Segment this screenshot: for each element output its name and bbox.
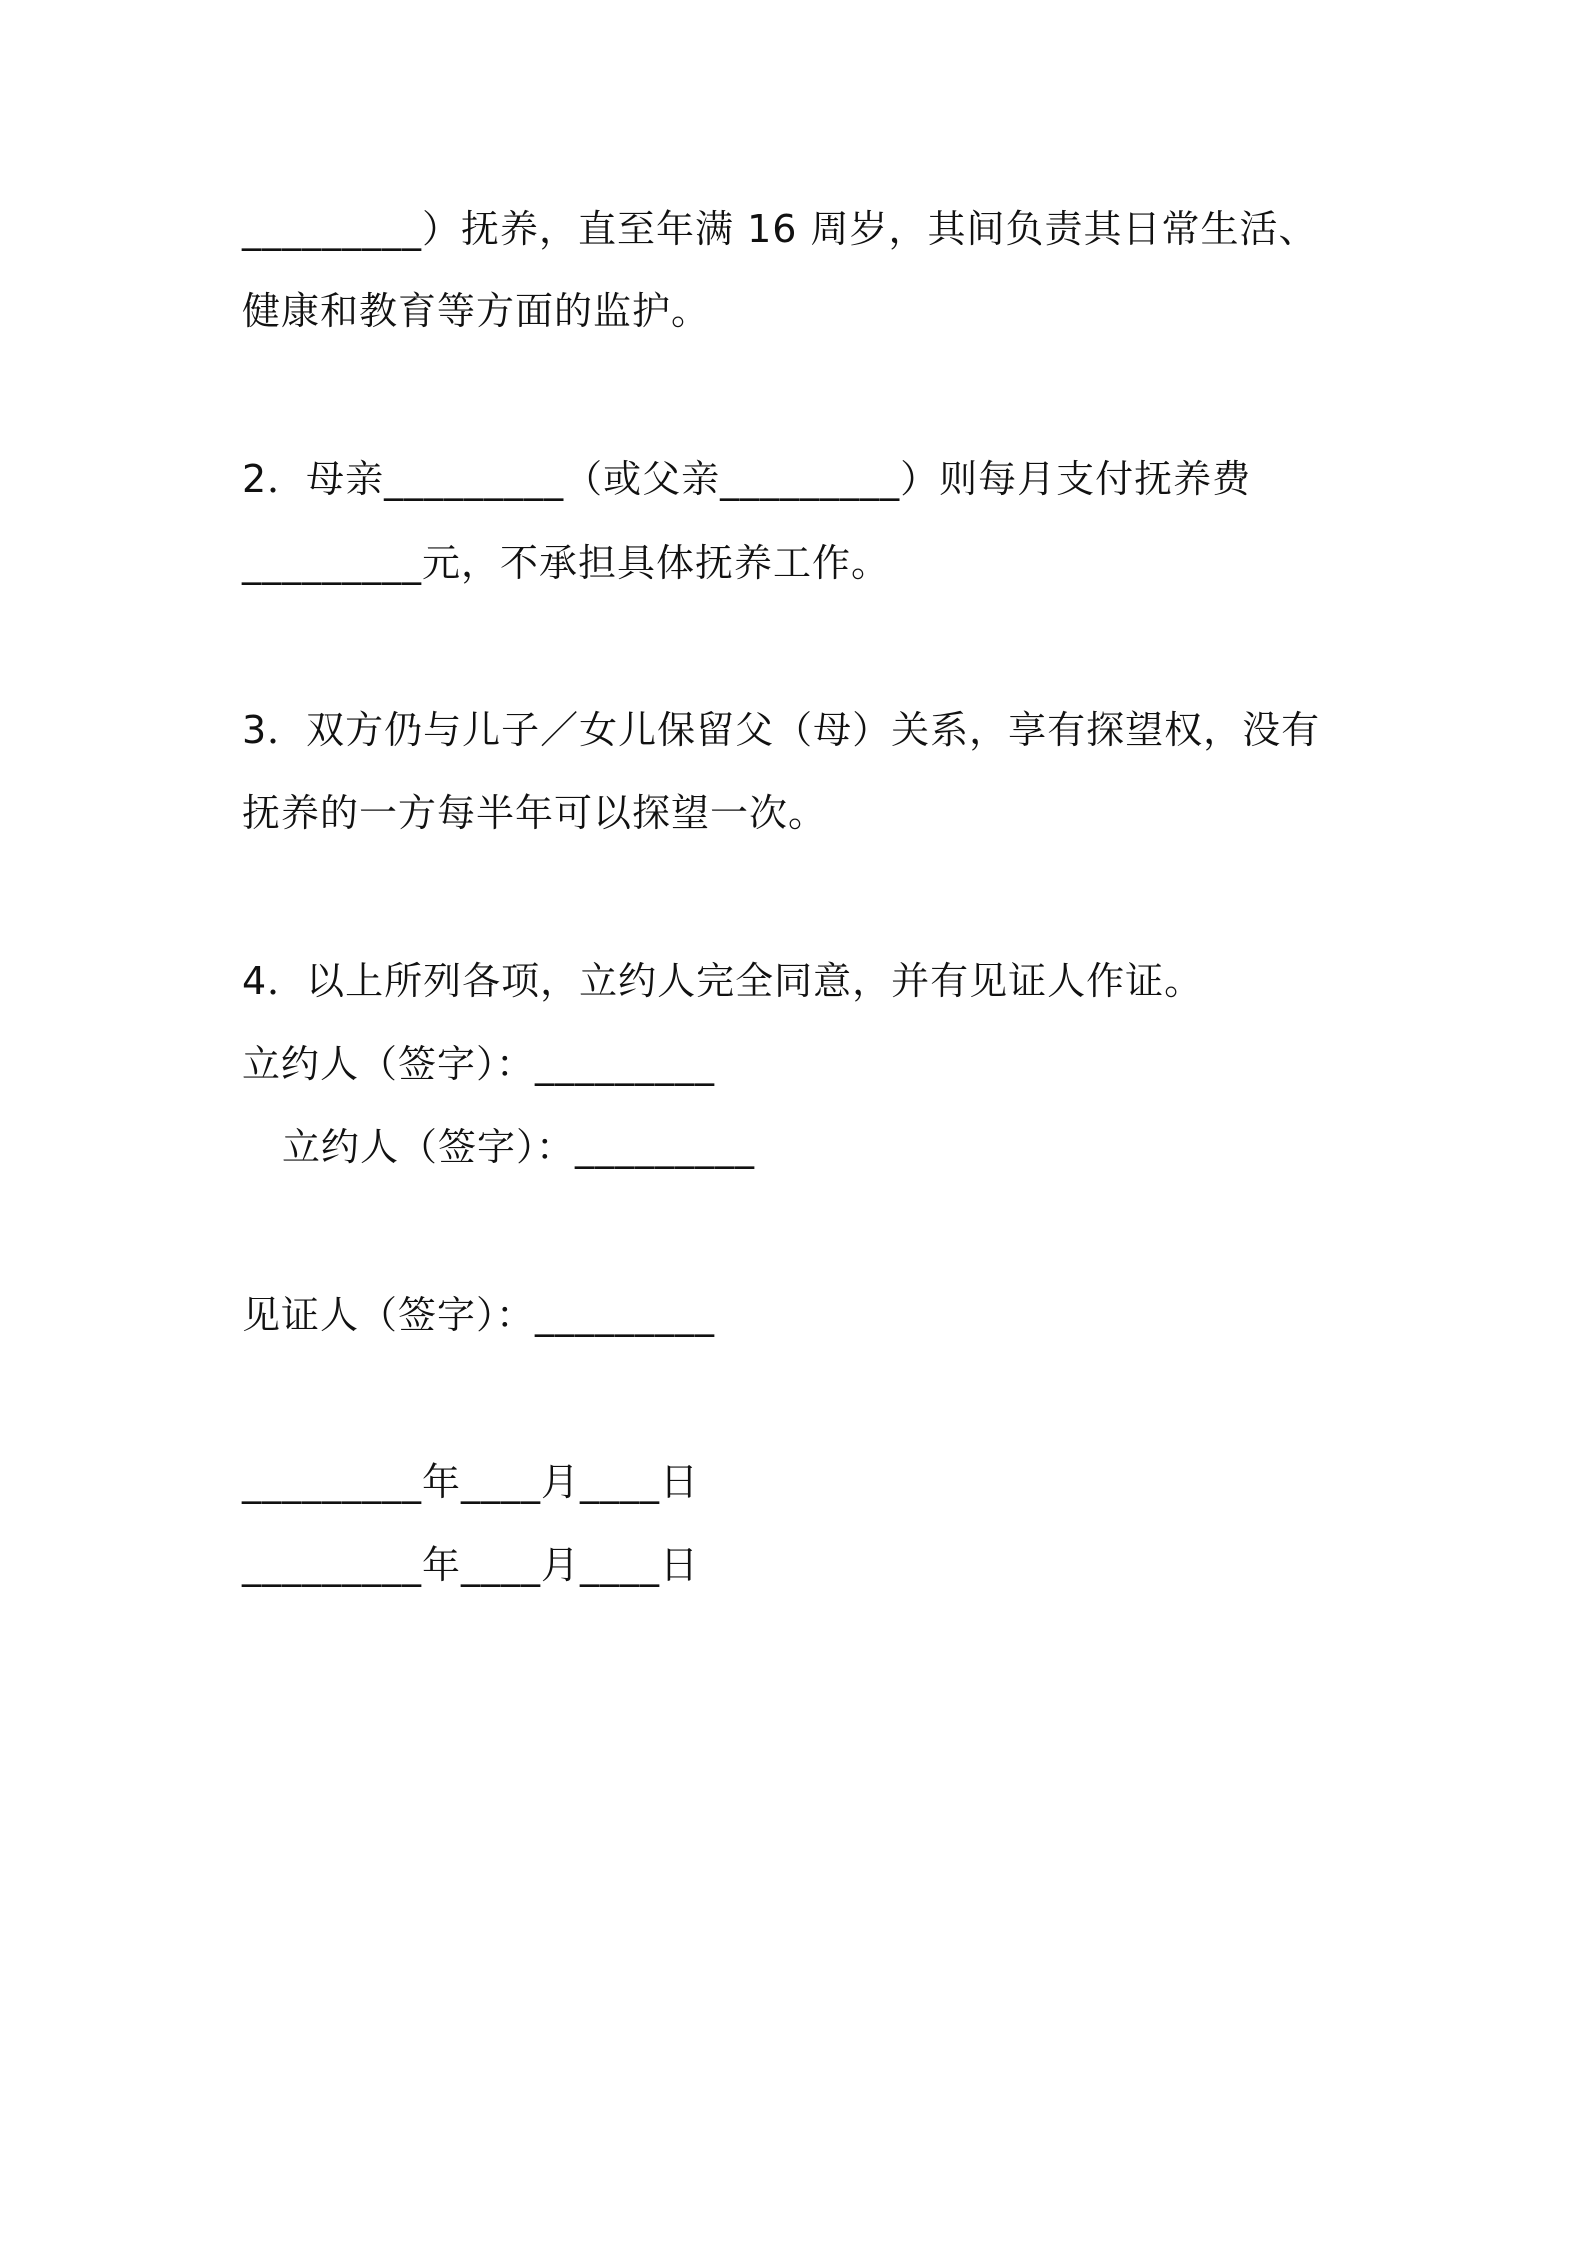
item1-line1: _________）抚养，直至年满 16 周岁，其间负责其日常生活、 — [242, 207, 1318, 251]
date-line-2: _________年____月____日 — [242, 1543, 700, 1587]
item2-line1: 2．母亲_________（或父亲_________）则每月支付抚养费 — [242, 457, 1252, 501]
item3-line1: 3．双方仍与儿子／女儿保留父（母）关系，享有探望权，没有 — [242, 708, 1321, 752]
item1-line2: 健康和教育等方面的监护。 — [242, 289, 711, 333]
witness-signature: 见证人（签字）：_________ — [242, 1293, 716, 1337]
party2-signature: 立约人（签字）：_________ — [282, 1125, 756, 1169]
item3-line2: 抚养的一方每半年可以探望一次。 — [242, 791, 828, 835]
item4-line1: 4．以上所列各项，立约人完全同意，并有见证人作证。 — [242, 959, 1204, 1003]
party1-signature: 立约人（签字）：_________ — [242, 1042, 716, 1086]
item2-line2: _________元，不承担具体抚养工作。 — [242, 541, 891, 585]
date-line-1: _________年____月____日 — [242, 1460, 700, 1504]
